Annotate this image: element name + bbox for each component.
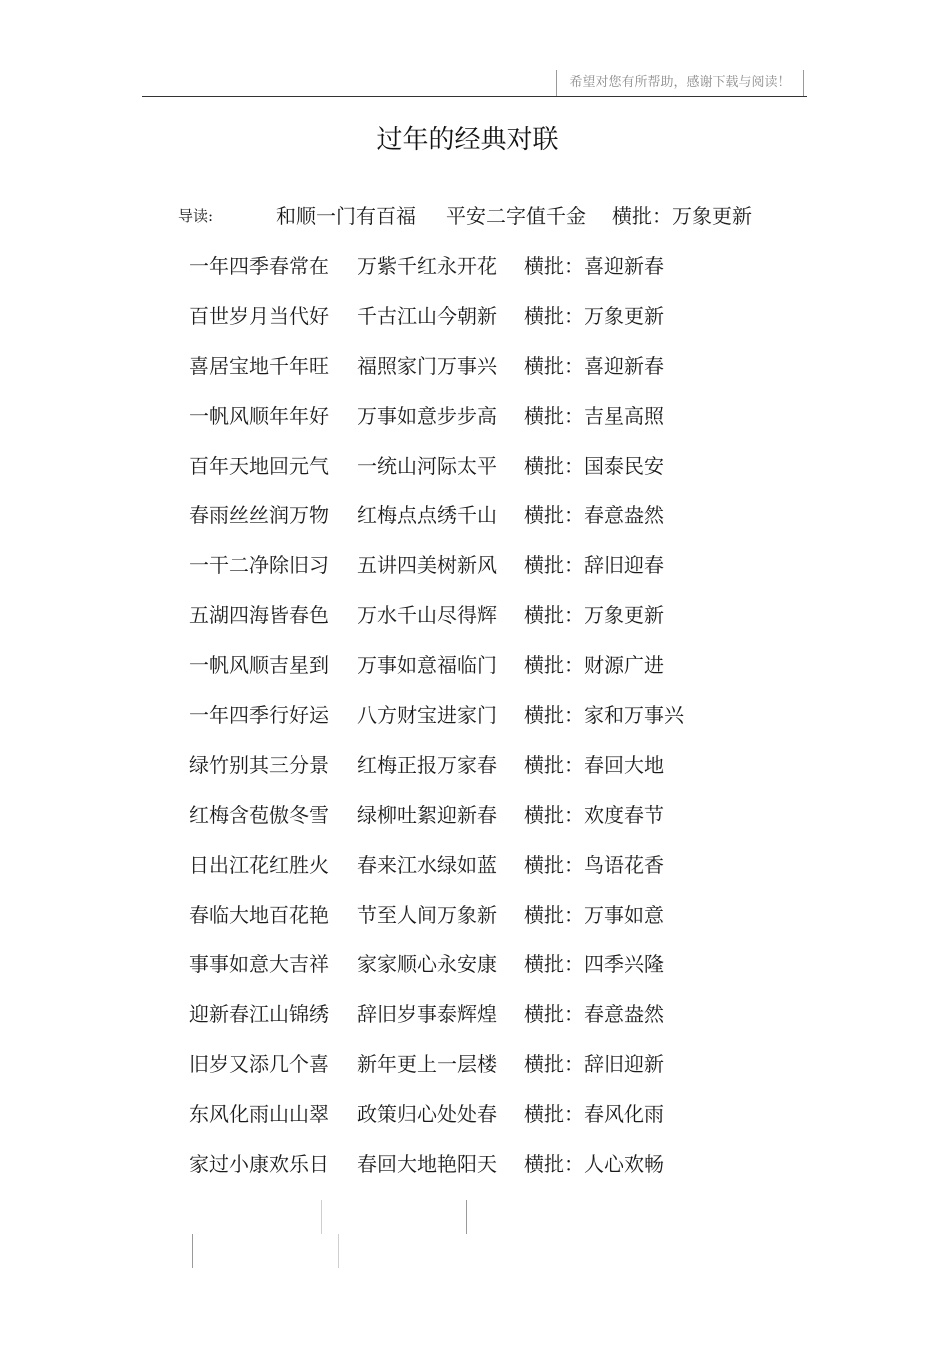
couplet-banner: 横批：万象更新 bbox=[524, 303, 664, 328]
couplet-first-line: 一干二净除旧习 bbox=[189, 553, 329, 578]
couplet-second-line: 万紫千红永开花 bbox=[357, 254, 497, 278]
couplet-row bbox=[189, 350, 684, 400]
couplet-row bbox=[189, 400, 684, 450]
table-rule bbox=[338, 1234, 339, 1268]
intro-first-line: 和顺一门有百福 bbox=[276, 204, 416, 228]
couplet-banner: 横批：国泰民安 bbox=[524, 453, 664, 478]
couplet-second-line: 万事如意步步高 bbox=[357, 403, 497, 428]
couplet-first-line: 旧岁又添几个喜 bbox=[189, 1052, 329, 1077]
table-rule bbox=[192, 1234, 193, 1268]
couplet-banner: 横批：财源广进 bbox=[524, 653, 664, 678]
couplet-first-line: 五湖四海皆春色 bbox=[189, 603, 329, 628]
couplet-row bbox=[189, 1098, 684, 1148]
couplet-second-line: 政策归心处处春 bbox=[357, 1102, 497, 1127]
couplet-second-line: 八方财宝进家门 bbox=[357, 703, 497, 728]
couplet-second-line: 节至人间万象新 bbox=[357, 902, 497, 927]
couplet-second-line: 千古江山今朝新 bbox=[357, 303, 497, 328]
couplet-first-line: 喜居宝地千年旺 bbox=[189, 353, 329, 378]
couplet-second-line: 一统山河际太平 bbox=[357, 453, 497, 478]
couplet-second-line: 新年更上一层楼 bbox=[357, 1052, 497, 1077]
table-rule bbox=[321, 1200, 322, 1234]
couplet-first-line: 春雨丝丝润万物 bbox=[189, 503, 329, 528]
intro-second-line: 平安二字值千金 bbox=[446, 204, 586, 228]
couplet-first-line: 家过小康欢乐日 bbox=[189, 1152, 329, 1177]
page-title: 过年的经典对联 bbox=[376, 125, 559, 155]
couplet-row bbox=[189, 499, 684, 549]
header-rule bbox=[142, 96, 807, 97]
couplet-row bbox=[189, 599, 684, 649]
couplet-second-line: 绿柳吐絮迎新春 bbox=[357, 802, 497, 827]
couplet-second-line: 万事如意福临门 bbox=[357, 653, 497, 678]
couplet-row bbox=[189, 250, 684, 300]
couplet-second-line: 万水千山尽得辉 bbox=[357, 603, 497, 628]
couplet-row bbox=[189, 849, 684, 899]
intro-label: 导读: bbox=[178, 207, 214, 225]
intro-banner: 横批：万象更新 bbox=[612, 204, 752, 228]
couplet-banner: 横批：万象更新 bbox=[524, 603, 664, 628]
couplet-list bbox=[189, 250, 684, 1198]
couplet-banner: 横批：春回大地 bbox=[524, 752, 664, 777]
couplet-first-line: 春临大地百花艳 bbox=[189, 902, 329, 927]
couplet-first-line: 东风化雨山山翠 bbox=[189, 1102, 329, 1127]
couplet-first-line: 迎新春江山锦绣 bbox=[189, 1002, 329, 1027]
couplet-row bbox=[189, 1048, 684, 1098]
couplet-row bbox=[189, 1148, 684, 1198]
couplet-banner: 横批：喜迎新春 bbox=[524, 353, 664, 378]
couplet-first-line: 绿竹别其三分景 bbox=[189, 752, 329, 777]
couplet-banner: 横批：鸟语花香 bbox=[524, 852, 664, 877]
couplet-first-line: 事事如意大吉祥 bbox=[189, 952, 329, 977]
couplet-first-line: 一年四季春常在 bbox=[189, 254, 329, 278]
couplet-banner: 横批：辞旧迎新 bbox=[524, 1052, 664, 1077]
couplet-row bbox=[189, 948, 684, 998]
couplet-banner: 横批：人心欢畅 bbox=[524, 1152, 664, 1177]
couplet-second-line: 辞旧岁事泰辉煌 bbox=[357, 1002, 497, 1027]
couplet-second-line: 福照家门万事兴 bbox=[357, 353, 497, 378]
couplet-row bbox=[189, 300, 684, 350]
couplet-banner: 横批：四季兴隆 bbox=[524, 952, 664, 977]
couplet-first-line: 一年四季行好运 bbox=[189, 703, 329, 728]
couplet-row bbox=[189, 899, 684, 949]
couplet-banner: 横批：春意盎然 bbox=[524, 1002, 664, 1027]
couplet-row bbox=[189, 998, 684, 1048]
couplet-banner: 横批：辞旧迎春 bbox=[524, 553, 664, 578]
couplet-second-line: 春来江水绿如蓝 bbox=[357, 852, 497, 877]
couplet-first-line: 一帆风顺年年好 bbox=[189, 403, 329, 428]
couplet-row bbox=[189, 450, 684, 500]
intro-row bbox=[178, 200, 752, 232]
couplet-second-line: 红梅正报万家春 bbox=[357, 752, 497, 777]
couplet-banner: 横批：春风化雨 bbox=[524, 1102, 664, 1127]
couplet-row bbox=[189, 749, 684, 799]
couplet-second-line: 红梅点点绣千山 bbox=[357, 503, 497, 528]
couplet-first-line: 百世岁月当代好 bbox=[189, 303, 329, 328]
couplet-banner: 横批：吉星高照 bbox=[524, 403, 664, 428]
couplet-row bbox=[189, 649, 684, 699]
table-rule bbox=[466, 1200, 467, 1234]
couplet-second-line: 家家顺心永安康 bbox=[357, 952, 497, 977]
couplet-row bbox=[189, 799, 684, 849]
couplet-row bbox=[189, 549, 684, 599]
header-note: 希望对您有所帮助，感谢下载与阅读！ bbox=[556, 70, 804, 96]
couplet-first-line: 红梅含苞傲冬雪 bbox=[189, 802, 329, 827]
couplet-banner: 横批：欢度春节 bbox=[524, 802, 664, 827]
couplet-second-line: 五讲四美树新风 bbox=[357, 553, 497, 578]
couplet-first-line: 百年天地回元气 bbox=[189, 453, 329, 478]
couplet-banner: 横批：家和万事兴 bbox=[524, 703, 684, 728]
couplet-banner: 横批：春意盎然 bbox=[524, 503, 664, 528]
couplet-row bbox=[189, 699, 684, 749]
couplet-second-line: 春回大地艳阳天 bbox=[357, 1152, 497, 1177]
couplet-banner: 横批：万事如意 bbox=[524, 902, 664, 927]
couplet-banner: 横批：喜迎新春 bbox=[524, 254, 664, 278]
couplet-first-line: 日出江花红胜火 bbox=[189, 852, 329, 877]
couplet-first-line: 一帆风顺吉星到 bbox=[189, 653, 329, 678]
